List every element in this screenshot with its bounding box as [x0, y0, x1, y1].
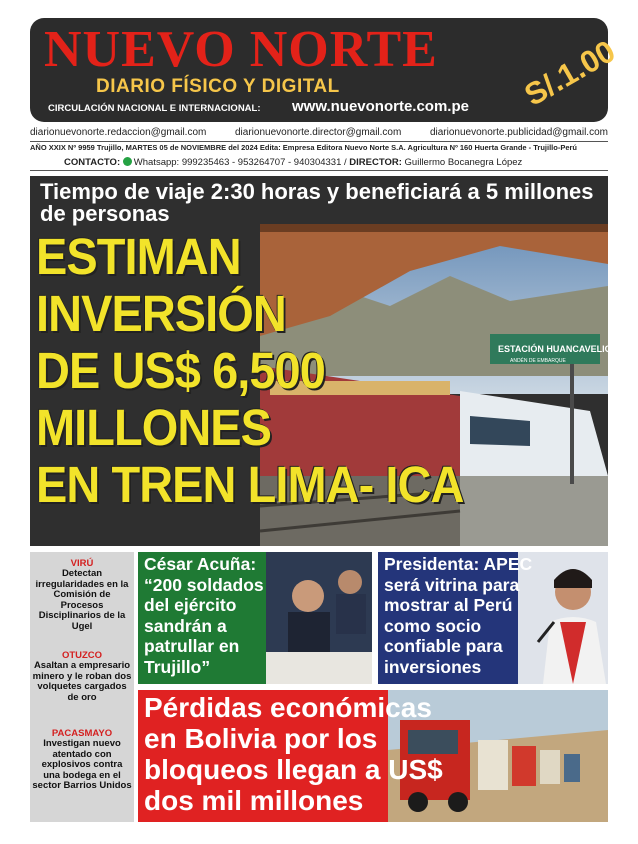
brief-text: Investigan nuevo atentado con explosivos contra una bodega en el sector Barrios Unidos	[32, 738, 132, 792]
whatsapp-icon	[123, 157, 132, 166]
email-director[interactable]: diarionuevonorte.director@gmail.com	[234, 127, 402, 138]
contact-separator: /	[344, 157, 347, 168]
headline-line: DE US$ 6,500	[36, 342, 325, 399]
acuna-headline: César Acuña: “200 soldados del ejército sandrán a patrullar en Trujillo”	[144, 554, 264, 677]
headline-line: EN TREN LIMA- ICA	[36, 456, 464, 513]
station-subsign: ANDÉN DE EMBARQUE	[510, 358, 566, 364]
issue-info: AÑO XXIX Nº 9959 Trujillo, MARTES 05 de NOVIEMBRE del 2024 Edita: Empresa Editora Nuevo Norte S.A. Agricultura Nº 160 Huerta Grande - Trujillo-Perú	[30, 143, 578, 152]
email-publicidad[interactable]: diarionuevonorte.publicidad@gmail.com	[429, 127, 608, 138]
lead-headline	[36, 228, 478, 513]
lead-kicker: Tiempo de viaje 2:30 horas y beneficiará a 5 millones de personas	[40, 179, 594, 226]
story-presidenta[interactable]	[378, 552, 608, 684]
bolivia-headline: Pérdidas económicas en Bolivia por los bloqueos llegan a US$ dos mil millones	[144, 692, 443, 816]
brief-location: PACASMAYO	[51, 728, 113, 739]
brief-item[interactable]	[32, 650, 132, 703]
lead-story[interactable]	[30, 176, 618, 546]
story-acuna[interactable]	[138, 552, 372, 684]
brief-item[interactable]	[32, 728, 132, 792]
brief-location: OTUZCO	[61, 650, 103, 661]
headline-line: INVERSIÓN	[36, 285, 286, 342]
briefs-column	[30, 552, 134, 822]
circulation-label: CIRCULACIÓN NACIONAL E INTERNACIONAL:	[48, 103, 261, 114]
presidenta-headline: Presidenta: APEC será vitrina para mostrar al Perú como socio confiable para inversiones	[384, 554, 533, 677]
director-name: Guillermo Bocanegra López	[404, 157, 523, 168]
contact-line	[64, 156, 522, 169]
whatsapp-numbers: Whatsapp: 999235463 - 953264707 - 940304331	[133, 157, 342, 168]
tagline: DIARIO FÍSICO Y DIGITAL	[96, 76, 340, 97]
contact-label: CONTACTO:	[64, 157, 121, 168]
website-link[interactable]: www.nuevonorte.com.pe	[292, 98, 469, 115]
station-sign: ESTACIÓN HUANCAVELICA	[498, 344, 618, 354]
headline-line: MILLONES	[36, 399, 272, 456]
price-tag: S/.1.00	[518, 33, 622, 113]
brief-item[interactable]	[32, 558, 132, 633]
email-redaccion[interactable]: diarionuevonorte.redaccion@gmail.com	[30, 127, 207, 138]
brief-location: VIRÚ	[70, 558, 94, 569]
brief-text: Detectan irregularidades en la Comisión de Procesos Disciplinarios de la Ugel	[35, 568, 129, 632]
email-bar	[30, 126, 608, 140]
masthead	[30, 18, 622, 122]
headline-line: ESTIMAN	[36, 228, 241, 285]
divider	[30, 170, 608, 171]
story-bolivia[interactable]	[138, 690, 608, 822]
director-label: DIRECTOR:	[349, 157, 402, 168]
brand-logo: NUEVO NORTE	[44, 21, 438, 78]
brief-text: Asaltan a empresario minero y le roban dos volquetes cargados de oro	[32, 660, 132, 703]
